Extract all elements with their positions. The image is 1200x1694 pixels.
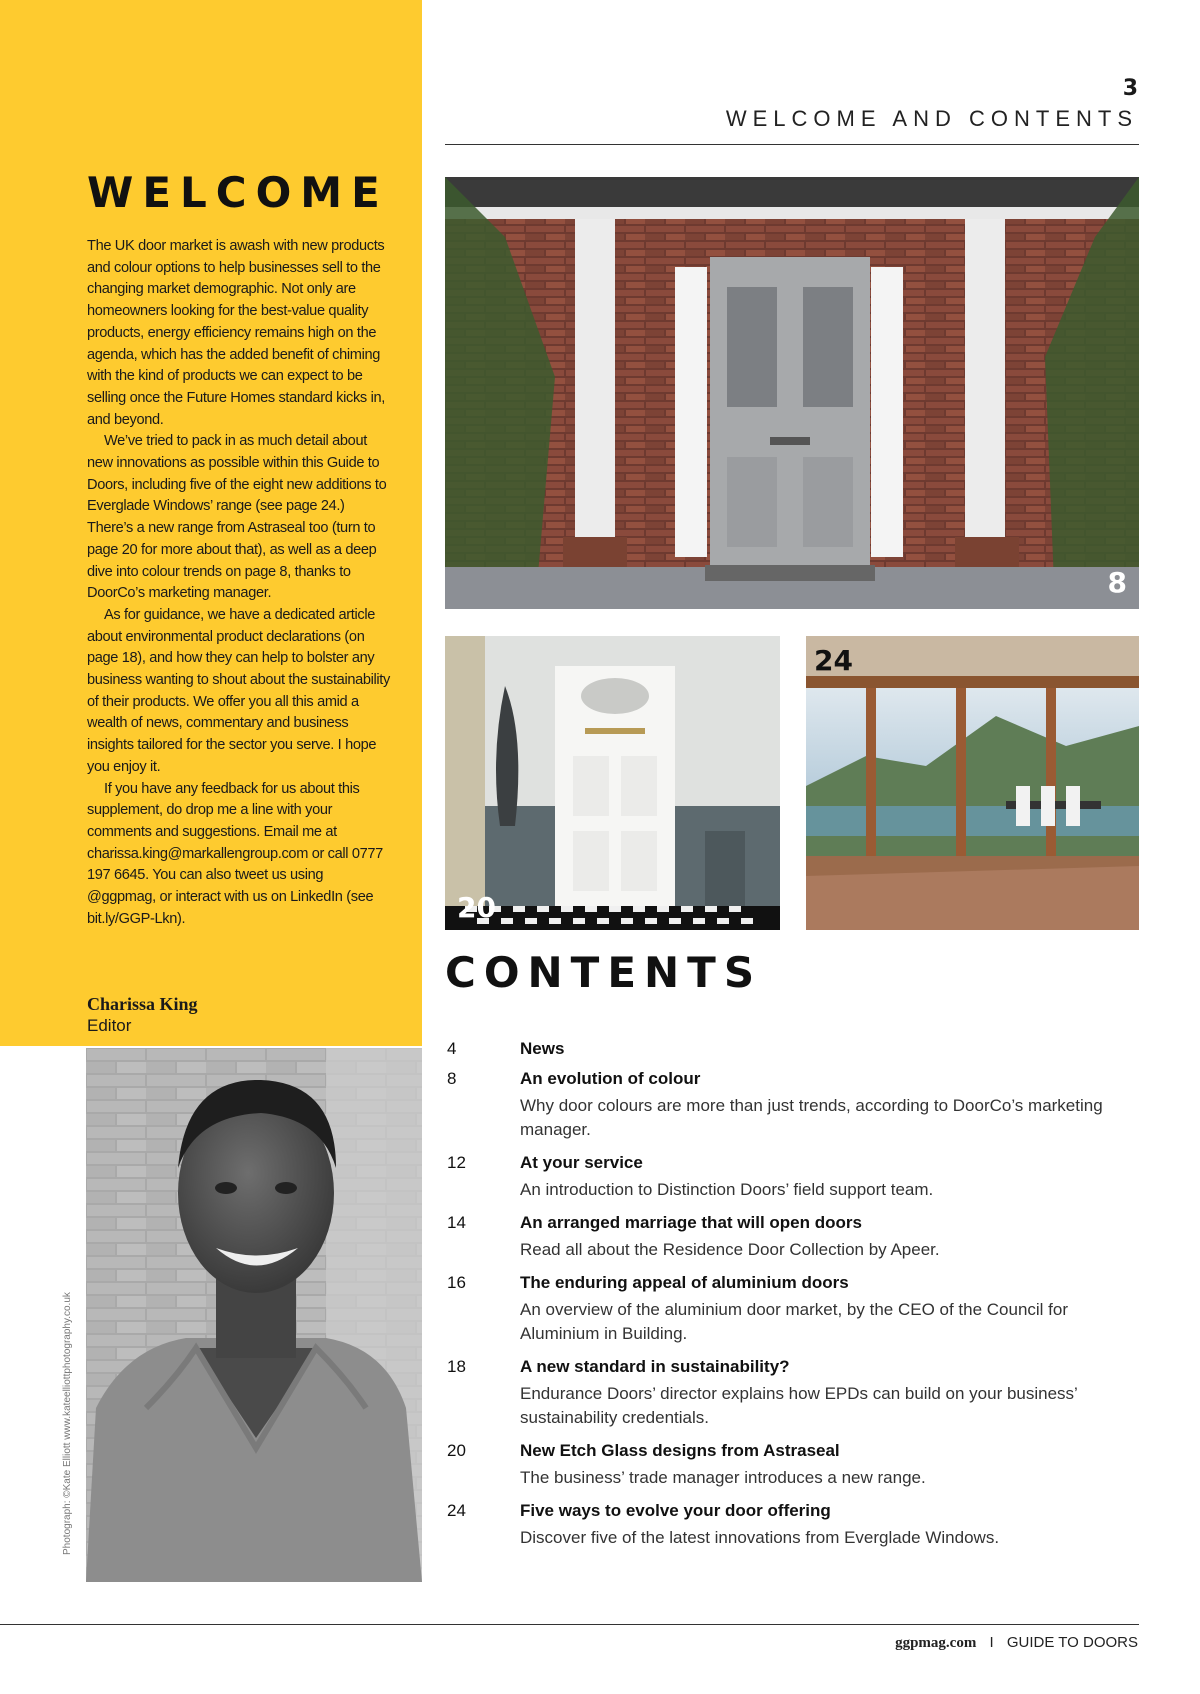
welcome-paragraph-3: As for guidance, we have a dedicated article about environmental product declarations (on page 18), and how they can help to bolster any business wanting to shout about the sustainability of their products. We offer you all this amid a wealth of news, commentary and business insights tailored for the sector you serve. I hope you enjoy it. bbox=[87, 606, 390, 775]
footer-separator: I bbox=[989, 1634, 994, 1651]
toc-entry-title: An evolution of colour bbox=[520, 1069, 701, 1088]
toc-entry-title: Five ways to evolve your door offering bbox=[520, 1501, 831, 1520]
photo-credit: Photograph: ©Kate Elliott www.kateelliottphotography.co.uk bbox=[62, 1292, 73, 1555]
contents-heading: CONTENTS bbox=[445, 948, 763, 997]
toc-page-number: 14 bbox=[447, 1213, 466, 1232]
photo-page-label-20: 20 bbox=[457, 891, 496, 924]
editor-portrait-photo bbox=[86, 1048, 422, 1582]
toc-page-number: 18 bbox=[447, 1357, 466, 1376]
photo-page-label-8: 8 bbox=[1107, 566, 1127, 599]
toc-entry-title: The enduring appeal of aluminium doors bbox=[520, 1273, 849, 1292]
footer-publication: GUIDE TO DOORS bbox=[1006, 1634, 1138, 1651]
footer-site[interactable]: ggpmag.com bbox=[895, 1635, 977, 1651]
toc-page-number: 8 bbox=[447, 1069, 457, 1088]
toc-entry-description: Discover five of the latest innovations from Everglade Windows. bbox=[520, 1528, 1000, 1547]
toc-entry-description: Endurance Doors’ director explains how EPDs can build on your business’ sustainability credentials. bbox=[520, 1384, 1078, 1427]
toc-entry-title: New Etch Glass designs from Astraseal bbox=[520, 1441, 840, 1460]
toc-page-number: 4 bbox=[447, 1039, 457, 1058]
toc-entry[interactable] bbox=[445, 1034, 1145, 1064]
welcome-paragraph-1: The UK door market is awash with new products and colour options to help businesses sell to the changing market demographic. Not only are homeowners looking for the best-value quality products, energy efficiency remains high on the agenda, which has the added benefit of chiming with the kind of products we can expect to be selling once the Future Homes standard kicks in, and beyond. bbox=[87, 238, 385, 428]
toc-entry[interactable] bbox=[445, 1148, 1145, 1208]
toc-page-number: 12 bbox=[447, 1153, 466, 1172]
toc-entry-description: Why door colours are more than just trends, according to DoorCo’s marketing manager. bbox=[520, 1096, 1103, 1139]
table-of-contents bbox=[445, 1034, 1145, 1556]
editor-role: Editor bbox=[87, 1016, 132, 1035]
toc-entry-description: An overview of the aluminium door market, by the CEO of the Council for Aluminium in Building. bbox=[520, 1300, 1069, 1343]
toc-entry[interactable] bbox=[445, 1436, 1145, 1496]
page-footer bbox=[895, 1634, 1138, 1652]
toc-page-number: 20 bbox=[447, 1441, 466, 1460]
welcome-paragraph-4: If you have any feedback for us about this supplement, do drop me a line with your comments and suggestions. Email me at charissa.king@markallengroup.com or call 0777 197 6645. You can also tweet us using @ggpmag, or interact with us on LinkedIn (see bit.ly/GGP-Lkn). bbox=[87, 780, 383, 927]
toc-entry[interactable] bbox=[445, 1268, 1145, 1352]
toc-entry[interactable] bbox=[445, 1208, 1145, 1268]
toc-entry-title: A new standard in sustainability? bbox=[520, 1357, 790, 1376]
page-number: 3 bbox=[1122, 76, 1138, 101]
welcome-body bbox=[87, 236, 392, 931]
toc-entry-title: At your service bbox=[520, 1153, 643, 1172]
toc-entry-description: An introduction to Distinction Doors’ field support team. bbox=[520, 1180, 934, 1199]
header-divider bbox=[445, 144, 1139, 145]
footer-divider bbox=[0, 1624, 1139, 1625]
toc-page-number: 16 bbox=[447, 1273, 466, 1292]
welcome-paragraph-2: We’ve tried to pack in as much detail about new innovations as possible within this Guide to Doors, including five of the eight new additions to Everglade Windows’ range (see page 24.) There’s a new range from Astraseal too (turn to page 20 for more about that), as well as a deep dive into colour trends on page 8, thanks to DoorCo’s marketing manager. bbox=[87, 433, 387, 602]
feature-photo-front-door bbox=[445, 177, 1139, 609]
editor-name: Charissa King bbox=[87, 994, 198, 1014]
welcome-heading: WELCOME bbox=[87, 168, 389, 217]
photo-page-label-24: 24 bbox=[814, 644, 853, 677]
toc-entry-title: An arranged marriage that will open doors bbox=[520, 1213, 862, 1232]
feature-photo-hallway bbox=[445, 636, 780, 930]
toc-entry-description: The business’ trade manager introduces a new range. bbox=[520, 1468, 926, 1487]
toc-entry-description: Read all about the Residence Door Collection by Apeer. bbox=[520, 1240, 940, 1259]
section-title: WELCOME AND CONTENTS bbox=[725, 106, 1138, 131]
toc-page-number: 24 bbox=[447, 1501, 466, 1520]
toc-entry[interactable] bbox=[445, 1496, 1145, 1556]
feature-photo-sliding-doors bbox=[806, 636, 1139, 930]
toc-entry-title: News bbox=[520, 1039, 565, 1058]
toc-entry[interactable] bbox=[445, 1064, 1145, 1148]
toc-entry[interactable] bbox=[445, 1352, 1145, 1436]
editor-signoff bbox=[87, 993, 198, 1037]
